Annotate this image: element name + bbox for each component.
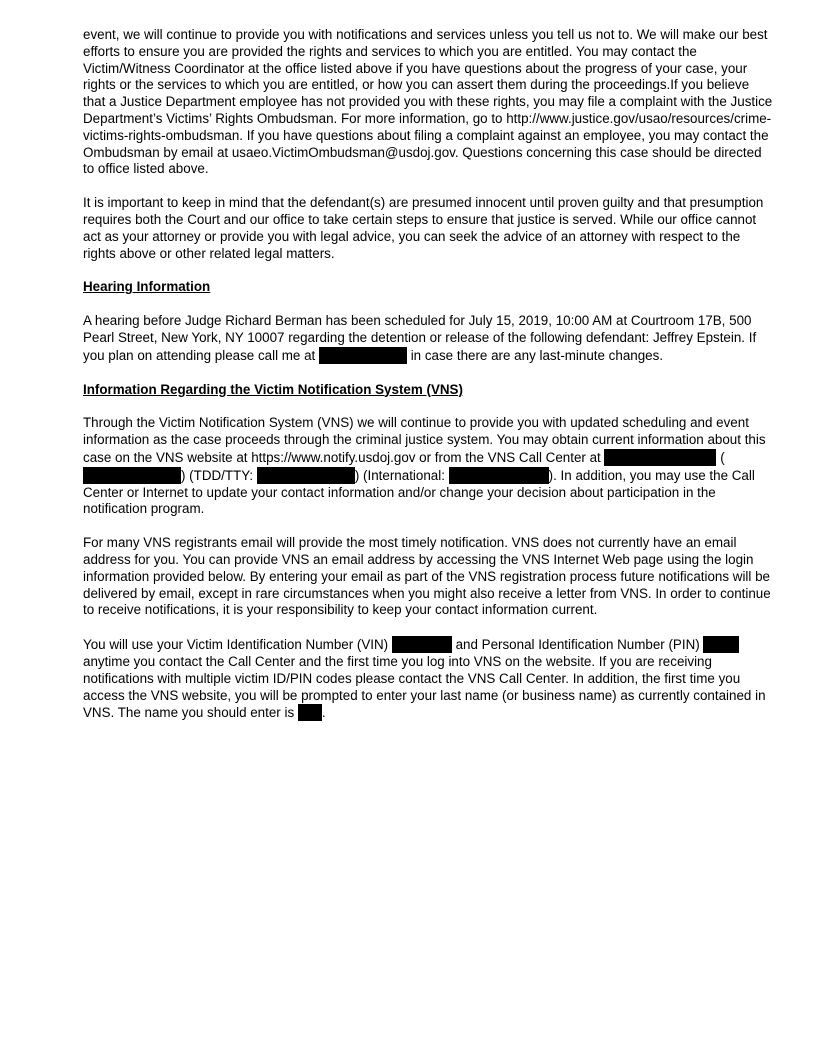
redacted-tdd-number	[257, 467, 355, 484]
vns-heading: Information Regarding the Victim Notification System (VNS)	[83, 381, 463, 397]
redacted-vin	[392, 636, 452, 653]
vns-p1-text-c: ) (TDD/TTY:	[181, 467, 257, 483]
vns-p3-text-a: You will use your Victim Identification Number (VIN)	[83, 637, 392, 653]
redacted-alt-number	[83, 467, 181, 484]
vns-p1-text-a: Through the Victim Notification System (VNS) we will continue to provide you with updated scheduling and event information as the case proceeds through the criminal justice system. You may obtain current information about this case on the VNS website at https://www.notify.usdoj.gov or from the VNS Call Center at	[83, 415, 766, 465]
hearing-text-after: in case there are any last-minute changes.	[406, 347, 664, 363]
document-page	[83, 27, 773, 739]
hearing-heading: Hearing Information	[83, 279, 211, 295]
presumption-paragraph: It is important to keep in mind that the defendant(s) are presumed innocent until proven guilty and that presumption requires both the Court and our office to take certain steps to ensure that justice is served. While our office cannot act as your attorney or provide you with legal advice, you can seek the advice of an attorney with respect to the rights above or other related legal matters.	[83, 195, 764, 261]
hearing-paragraph	[83, 313, 773, 364]
vns-p3-text-b: and Personal Identification Number (PIN)	[451, 637, 704, 653]
redacted-call-center-number	[604, 449, 716, 466]
hearing-text-before: A hearing before Judge Richard Berman has been scheduled for July 15, 2019, 10:00 AM at Courtroom 17B, 500 Pearl Street, New York, NY 10007 regarding the detention or release of the following defendant: Jeffrey Epstein. If you plan on attending please call me at	[83, 313, 757, 363]
vns-p1-text-d: ) (International:	[354, 467, 449, 483]
vns-email-paragraph: For many VNS registrants email will provide the most timely notification. VNS does not currently have an email address for you. You can provide VNS an email address by accessing the VNS Internet Web page using the login information provided below. By entering your email as part of the VNS registration process future notifications will be delivered by email, except in rare circumstances when you might also receive a letter from VNS. In order to continue to receive notifications, it is your responsibility to keep your contact information current.	[83, 535, 771, 618]
vns-call-center-paragraph	[83, 415, 773, 518]
redacted-name	[298, 704, 322, 721]
redacted-phone-block	[319, 347, 407, 364]
redacted-international-number	[449, 467, 549, 484]
vns-p1-text-b: (	[716, 449, 725, 465]
vns-p3-text-c: anytime you contact the Call Center and the first time you log into VNS on the website. If you are receiving notifications with multiple victim ID/PIN codes please contact the VNS Call Center. In addition, the first time you access the VNS website, you will be prompted to enter your last name (or business name) as currently contained in VNS. The name you should enter is	[83, 653, 766, 721]
vns-p3-text-d: .	[321, 705, 326, 721]
vns-vin-pin-paragraph	[83, 636, 773, 722]
rights-paragraph: event, we will continue to provide you with notifications and services unless you tell us not to. We will make our best efforts to ensure you are provided the rights and services to which you are entitled. You may contact the Victim/Witness Coordinator at the office listed above if you have questions about the progress of your case, your rights or the services to which you are entitled, or how you can assert them during the proceedings.If you believe that a Justice Department employee has not provided you with these rights, you may file a complaint with the Justice Department’s Victims’ Rights Ombudsman. For more information, go to http://www.justice.gov/usao/resources/crime-victims-rights-ombudsman. If you have questions about filing a complaint against an employee, you may contact the Ombudsman by email at usaeo.VictimOmbudsman@usdoj.gov. Questions concerning this case should be directed to office listed above.	[83, 27, 773, 177]
vns-p1-text-e: ). In addition, you may use the Call Center or Internet to update your contact information and/or change your decision about participation in the notification program.	[83, 467, 755, 517]
redacted-pin	[703, 636, 739, 653]
